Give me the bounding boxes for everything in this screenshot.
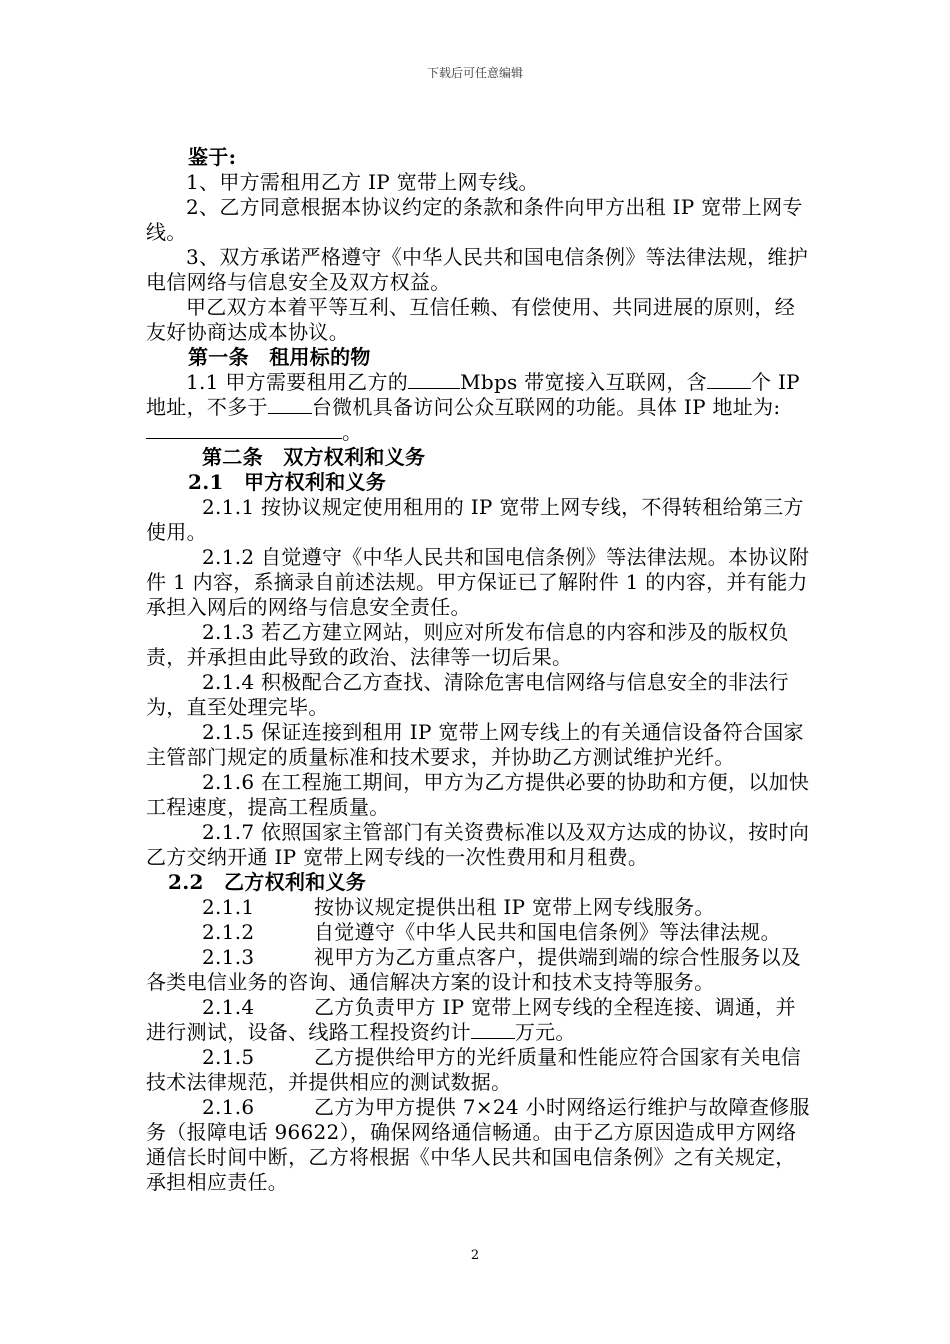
clause-2-1-5: 2.1.5 保证连接到租用 IP 宽带上网专线上的有关通信设备符合国家主管部门规定的质量标准和技术要求，并协助乙方测试维护光纤。 (146, 720, 804, 769)
party-b-clause-4 (146, 995, 810, 1045)
ip-address-blank (146, 420, 342, 439)
clause-2-1-3: 2.1.3 若乙方建立网站，则应对所发布信息的内容和涉及的版权负责，并承担由此导致的政治、法律等一切后果。 (146, 620, 789, 669)
article-1-heading: 第一条 租用标的物 (188, 345, 371, 369)
page-number: 2 (470, 1248, 480, 1263)
party-b-clause-1-number: 2.1.1 (202, 895, 255, 919)
clause-2-1-4: 2.1.4 积极配合乙方查找、清除危害电信网络与信息安全的非法行为，直至处理完毕。 (146, 670, 789, 719)
clause-2-1-7: 2.1.7 依照国家主管部门有关资费标准以及双方达成的协议，按时向乙方交纳开通 IP 宽带上网专线的一次性费用和月租费。 (146, 820, 810, 869)
party-b-clause-4-text: 乙方负责甲方 IP 宽带上网专线的全程连接、调通，并进行测试，设备、线路工程投资约计 (146, 995, 796, 1044)
party-b-clause-3 (146, 945, 810, 995)
party-b-clause-4-number: 2.1.4 (202, 995, 255, 1019)
party-b-clause-2 (146, 920, 810, 945)
party-b-clause-1-text: 按协议规定提供出租 IP 宽带上网专线服务。 (314, 895, 715, 919)
investment-amount-blank (471, 1020, 515, 1039)
section-2-1-heading: 2.1 甲方权利和义务 (188, 470, 387, 494)
page-header: 下载后可任意编辑 (426, 66, 523, 80)
clause-1-1-part-1: 1.1 甲方需要租用乙方的 (186, 370, 409, 394)
clause-1-1-end: 。 (342, 420, 363, 444)
party-b-clause-6 (146, 1095, 810, 1195)
party-b-clause-1 (146, 895, 810, 920)
recital-2: 2、乙方同意根据本协议约定的条款和条件向甲方出租 IP 宽带上网专线。 (146, 195, 803, 244)
clause-1-1-part-4: 台微机具备访问公众互联网的功能。具体 IP 地址为: (311, 395, 781, 419)
ip-count-blank (707, 370, 751, 389)
party-b-clause-3-number: 2.1.3 (202, 945, 255, 969)
document-body (146, 145, 810, 1195)
section-2-2-heading: 2.2 乙方权利和义务 (168, 870, 367, 894)
party-b-clause-3-text: 视甲方为乙方重点客户，提供端到端的综合性服务以及各类电信业务的咨询、通信解决方案的设计和技术支持等服务。 (146, 945, 802, 994)
clause-2-1-1: 2.1.1 按协议规定使用租用的 IP 宽带上网专线，不得转租给第三方使用。 (146, 495, 804, 544)
pc-count-blank (268, 395, 312, 414)
clause-2-1-6: 2.1.6 在工程施工期间，甲方为乙方提供必要的协助和方便，以加快工程速度，提高工程质量。 (146, 770, 810, 819)
clause-1-1-part-3: 个 IP 地址，不多于 (146, 370, 800, 419)
clause-1-1 (146, 370, 810, 445)
clause-2-1-2: 2.1.2 自觉遵守《中华人民共和国电信条例》等法律法规。本协议附件 1 内容，系摘录自前述法规。甲方保证已了解附件 1 的内容，并有能力承担入网后的网络与信息安全责任。 (146, 545, 810, 619)
article-2-heading: 第二条 双方权利和义务 (202, 445, 426, 469)
party-b-clause-5-text: 乙方提供给甲方的光纤质量和性能应符合国家有关电信技术法律规范，并提供相应的测试数据。 (146, 1045, 802, 1094)
recital-4: 甲乙双方本着平等互利、互信任赖、有偿使用、共同进展的原则，经友好协商达成本协议。 (146, 295, 795, 344)
preamble-heading: 鉴于: (188, 145, 237, 169)
party-b-clause-6-number: 2.1.6 (202, 1095, 255, 1119)
clause-1-1-part-2: Mbps 带宽接入互联网，含 (460, 370, 707, 394)
party-b-clause-4-end: 万元。 (514, 1020, 576, 1044)
recital-3: 3、双方承诺严格遵守《中华人民共和国电信条例》等法律法规，维护电信网络与信息安全及双方权益。 (146, 245, 809, 294)
party-b-clause-6-text: 乙方为甲方提供 7×24 小时网络运行维护与故障查修服务（报障电话 96622），确保网络通信畅通。由于乙方原因造成甲方网络通信长时间中断，乙方将根据《中华人民共和国电信条例》之有关规定，承担相应责任。 (146, 1095, 810, 1194)
party-b-clause-5-number: 2.1.5 (202, 1045, 255, 1069)
party-b-clause-5 (146, 1045, 810, 1095)
recital-1: 1、甲方需租用乙方 IP 宽带上网专线。 (186, 170, 539, 194)
bandwidth-blank (408, 370, 460, 389)
party-b-clause-2-number: 2.1.2 (202, 920, 255, 944)
party-b-clause-2-text: 自觉遵守《中华人民共和国电信条例》等法律法规。 (314, 920, 781, 944)
